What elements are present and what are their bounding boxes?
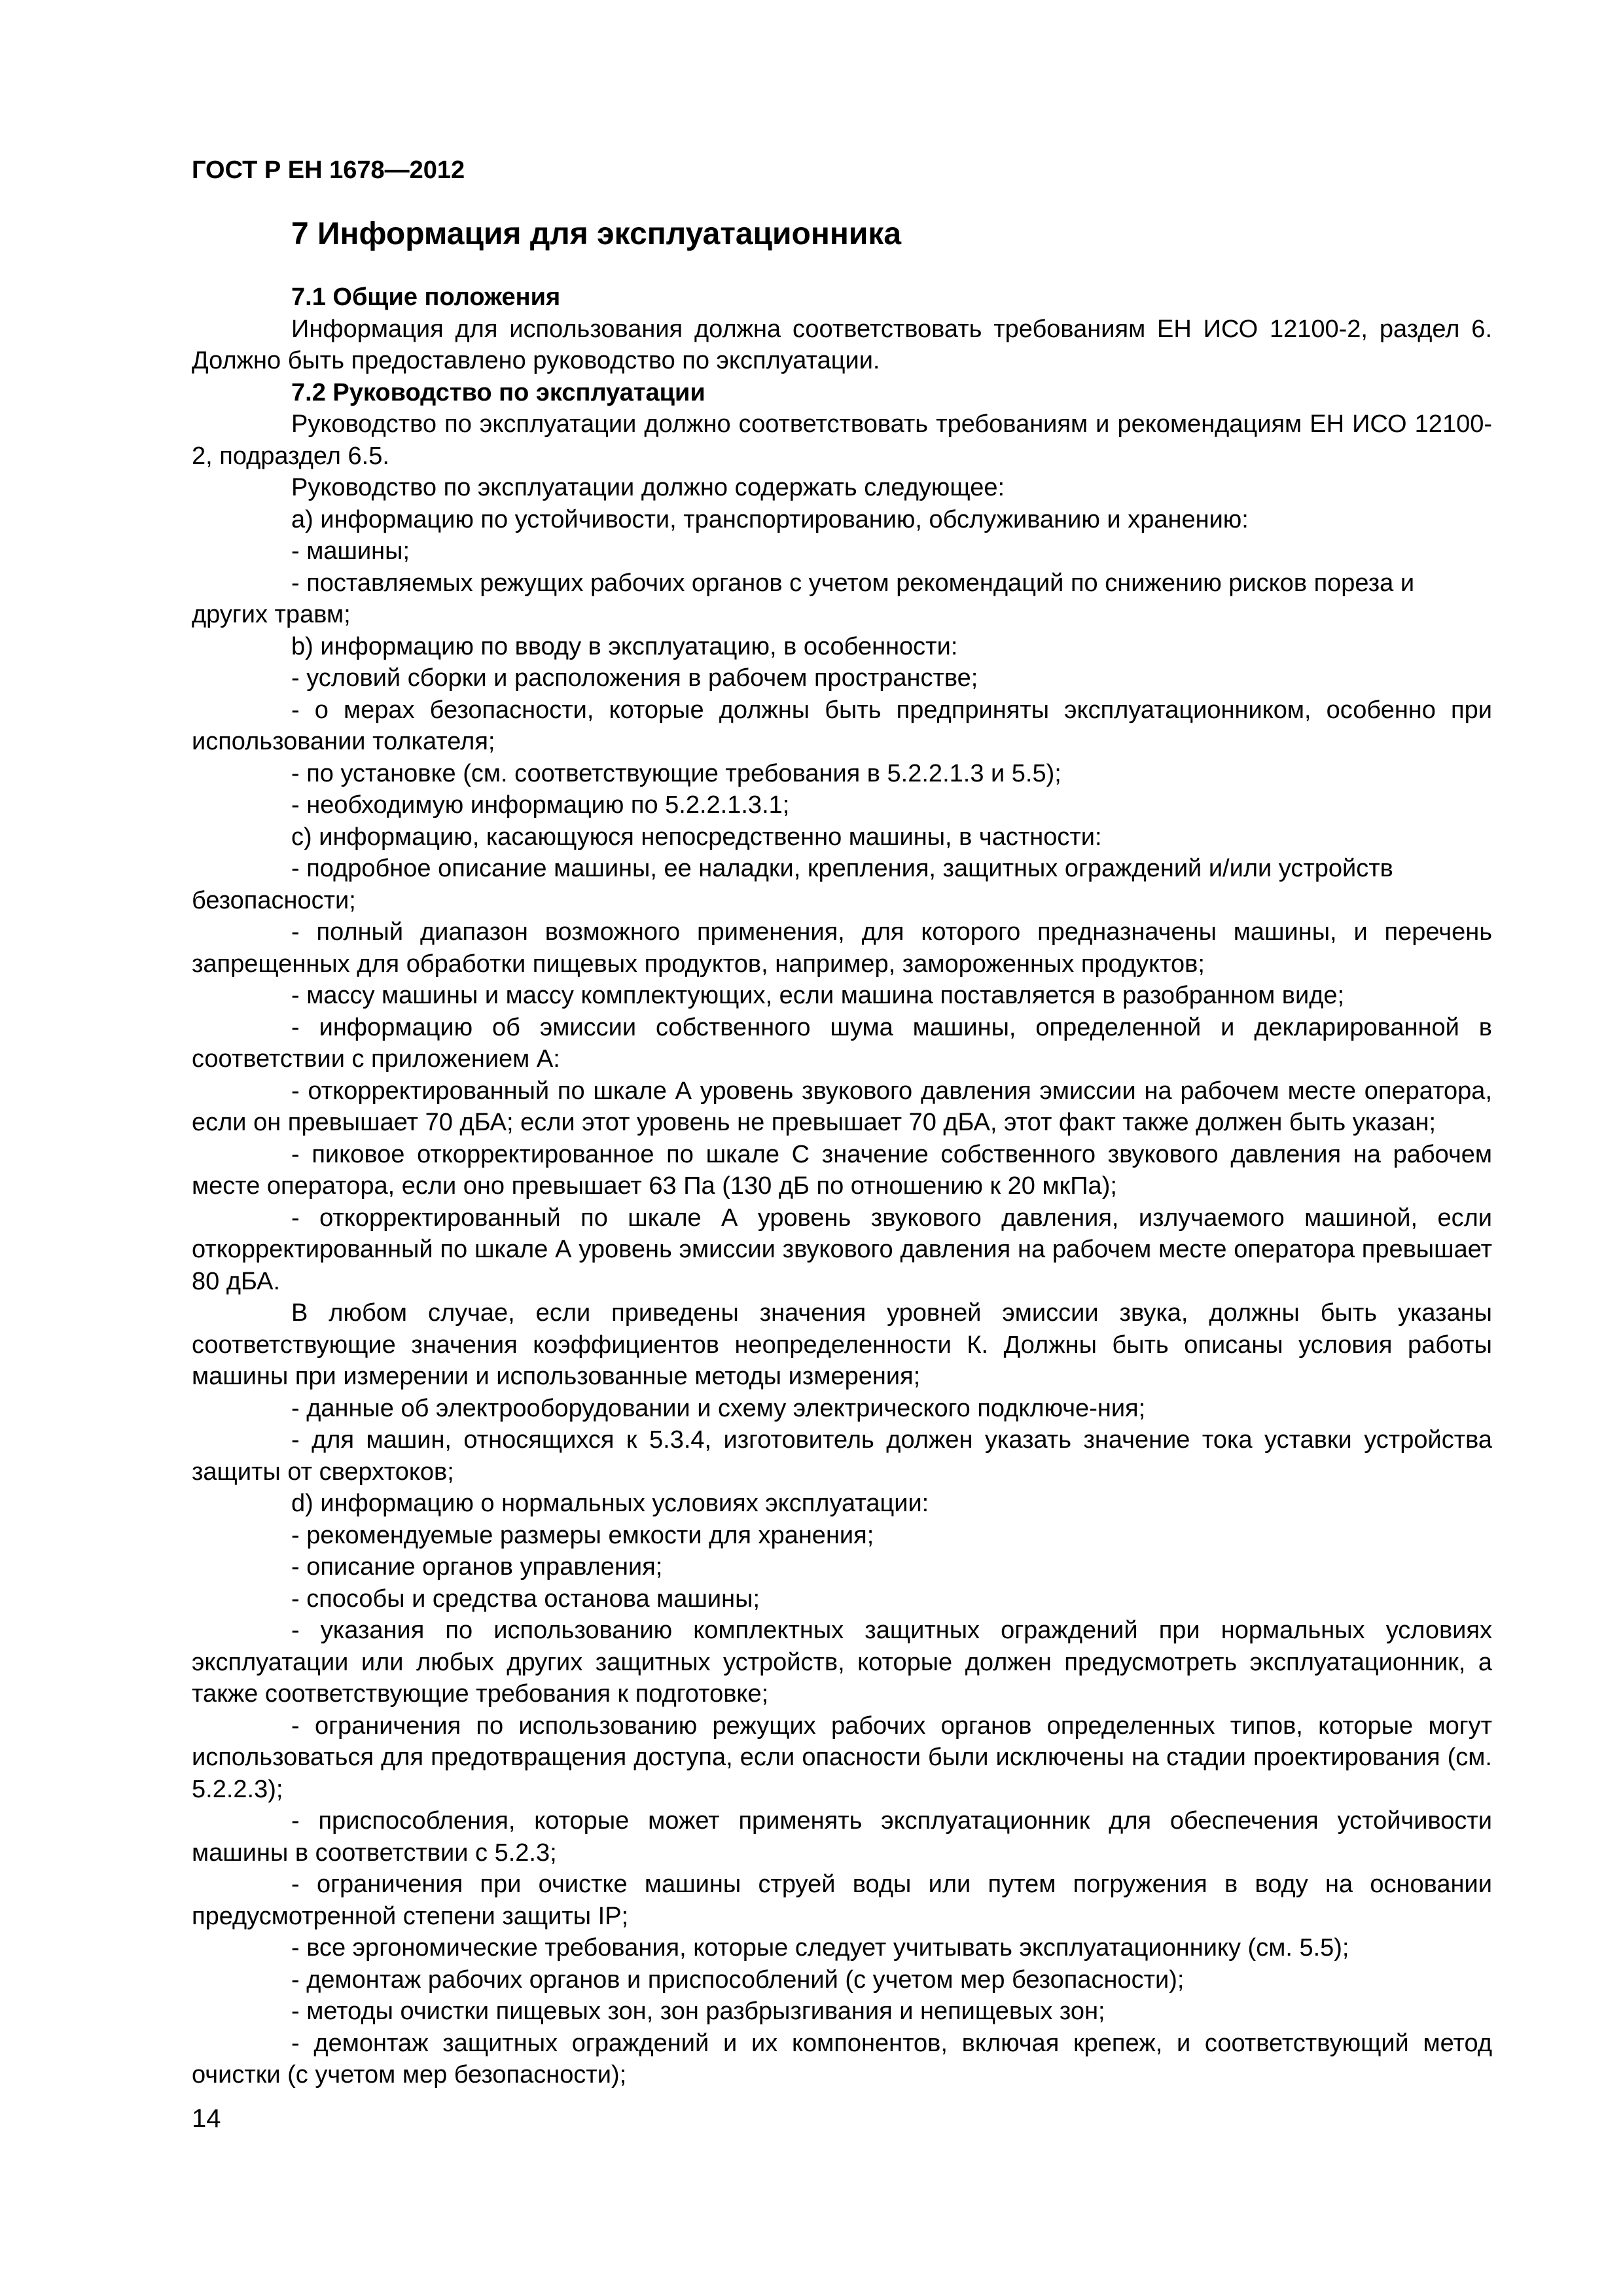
paragraph: b) информацию по вводу в эксплуатацию, в особенности:	[291, 632, 958, 660]
paragraph: - ограничения по использованию режущих рабочих органов определенных типов, которые могут использоваться для предотвращения доступа, если опасности были исключены на стадии проектирования (см. 5.2.2.3);	[192, 1712, 1492, 1803]
paragraph: - подробное описание машины, ее наладки, крепления, защитных ограждений и/или устройств безопасности;	[192, 855, 1393, 914]
paragraph: - массу машины и массу комплектующих, если машина поставляется в разобранном виде;	[291, 982, 1345, 1009]
paragraph: - приспособления, которые может применять эксплуатационник для обеспечения устойчивости машины в соответствии с 5.2.3;	[192, 1807, 1492, 1867]
paragraph: - по установке (см. соответствующие требования в 5.2.2.1.3 и 5.5);	[291, 759, 1061, 787]
paragraph: - откорректированный по шкале А уровень звукового давления эмиссии на рабочем месте оператора, если он превышает 70 дБА; если этот уровень не превышает 70 дБА, этот факт также должен быть указан;	[192, 1077, 1492, 1136]
paragraph: - описание органов управления;	[291, 1553, 663, 1581]
standard-code-header: ГОСТ Р ЕН 1678—2012	[192, 156, 465, 184]
paragraph: В любом случае, если приведены значения уровней эмиссии звука, должны быть указаны соответствующие значения коэффициентов неопределенности К. Должны быть описаны условия работы машины при измерении и использованные методы измерения;	[192, 1299, 1492, 1390]
paragraph: - все эргономические требования, которые следует учитывать эксплуатационнику (см. 5.5);	[291, 1934, 1349, 1962]
paragraph: - условий сборки и расположения в рабочем пространстве;	[291, 664, 978, 692]
paragraph: - указания по использованию комплектных защитных ограждений при нормальных условиях эксплуатации или любых других защитных устройств, которые должен предусмотреть эксплуатационник, а также соответствующие требования к подготовке;	[192, 1617, 1492, 1708]
page-number: 14	[192, 2104, 221, 2133]
paragraph: - пиковое откорректированное по шкале С значение собственного звукового давления на рабочем месте оператора, если оно превышает 63 Па (130 дБ по отношению к 20 мкПа);	[192, 1140, 1492, 1200]
paragraph: - рекомендуемые размеры емкости для хранения;	[291, 1521, 874, 1549]
paragraph: Руководство по эксплуатации должно содержать следующее:	[291, 474, 1005, 501]
paragraph: - машины;	[291, 537, 410, 565]
paragraph: - данные об электрооборудовании и схему электрического подключе-ния;	[291, 1394, 1146, 1422]
paragraph: - ограничения при очистке машины струей воды или путем погружения в воду на основании предусмотренной степени защиты IP;	[192, 1871, 1492, 1930]
subsection-heading: 7.1 Общие положения	[291, 283, 561, 311]
paragraph: с) информацию, касающуюся непосредственно машины, в частности:	[291, 823, 1102, 851]
paragraph: - поставляемых режущих рабочих органов с учетом рекомендаций по снижению рисков пореза и других травм;	[192, 569, 1415, 628]
paragraph: Информация для использования должна соответствовать требованиям ЕН ИСО 12100-2, раздел 6. Должно быть предоставлено руководство по эксплуатации.	[192, 315, 1492, 374]
paragraph: d) информацию о нормальных условиях эксплуатации:	[291, 1490, 929, 1517]
paragraph: - демонтаж защитных ограждений и их компонентов, включая крепеж, и соответствующий метод очистки (с учетом мер безопасности);	[192, 2029, 1492, 2089]
paragraph: а) информацию по устойчивости, транспортированию, обслуживанию и хранению:	[291, 505, 1249, 533]
paragraph: - информацию об эмиссии собственного шума машины, определенной и декларированной в соответствии с приложением А:	[192, 1013, 1492, 1073]
paragraph: - о мерах безопасности, которые должны быть предприняты эксплуатационником, особенно при использовании толкателя;	[192, 696, 1492, 755]
paragraph: - способы и средства останова машины;	[291, 1585, 760, 1613]
paragraph: - демонтаж рабочих органов и приспособлений (с учетом мер безопасности);	[291, 1965, 1185, 1994]
paragraph: - для машин, относящихся к 5.3.4, изготовитель должен указать значение тока уставки устройства защиты от сверхтоков;	[192, 1426, 1492, 1486]
paragraph: - полный диапазон возможного применения, для которого предназначены машины, и перечень запрещенных для обработки пищевых продуктов, например, замороженных продуктов;	[192, 918, 1492, 978]
paragraph: Руководство по эксплуатации должно соответствовать требованиям и рекомендациям ЕН ИСО 12100-2, подраздел 6.5.	[192, 410, 1492, 470]
subsection-heading: 7.2 Руководство по эксплуатации	[291, 378, 705, 406]
paragraph: - методы очистки пищевых зон, зон разбрызгивания и непищевых зон;	[291, 1998, 1105, 2025]
paragraph: - откорректированный по шкале А уровень звукового давления, излучаемого машиной, если откорректированный по шкале А уровень эмиссии звукового давления на рабочем месте оператора превышает 80 дБА.	[192, 1204, 1492, 1295]
section-title: 7 Информация для эксплуатационника	[291, 217, 902, 251]
paragraph: - необходимую информацию по 5.2.2.1.3.1;	[291, 791, 790, 819]
document-body	[192, 281, 1492, 2091]
